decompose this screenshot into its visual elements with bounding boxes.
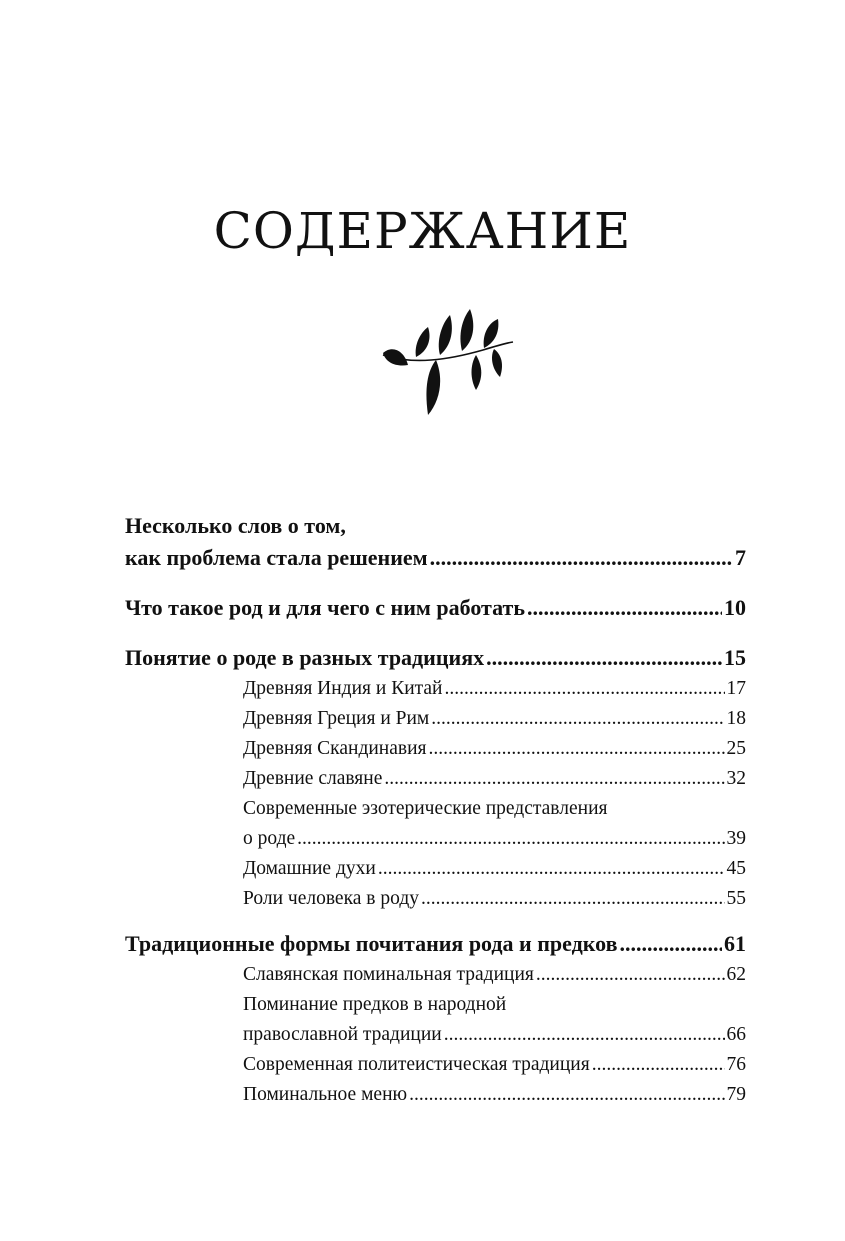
- toc-entry-title-line: Поминальное меню: [243, 1084, 408, 1105]
- dot-leader: [527, 592, 722, 624]
- dot-leader: [384, 764, 724, 794]
- toc-entry-title-line: как проблема стала решением: [125, 545, 428, 570]
- toc-entry-page: 39: [726, 828, 746, 849]
- dot-leader: [536, 960, 725, 990]
- toc-entry-title-line: Древняя Индия и Китай: [243, 678, 443, 699]
- toc-subentry[interactable]: [243, 1050, 746, 1080]
- table-of-contents: [125, 510, 746, 1110]
- toc-entry[interactable]: [125, 510, 746, 574]
- toc-entry-title-line: Домашние духи: [243, 858, 376, 879]
- toc-entry-page: 17: [726, 678, 746, 699]
- page-title: СОДЕРЖАНИЕ: [213, 201, 632, 260]
- toc-subentry[interactable]: [243, 960, 746, 990]
- toc-entry-title-line: Славянская поминальная традиция: [243, 964, 534, 985]
- toc-entry-title-line: Современные эзотерические представления: [243, 798, 608, 819]
- toc-entry-title-line: Поминание предков в народной: [243, 994, 507, 1015]
- toc-entry-page: 66: [726, 1024, 746, 1045]
- toc-subentry[interactable]: [243, 704, 746, 734]
- toc-entry-title-line: Древние славяне: [243, 768, 383, 789]
- toc-subentry[interactable]: [243, 854, 746, 884]
- toc-entry[interactable]: [125, 592, 746, 624]
- dot-leader: [619, 928, 722, 960]
- dot-leader: [431, 704, 724, 734]
- toc-subentry[interactable]: [243, 794, 746, 854]
- toc-subentry[interactable]: [243, 990, 746, 1050]
- toc-entry-page: 25: [726, 738, 746, 759]
- toc-entry-page: 32: [726, 768, 746, 789]
- leaf-branch-icon: [378, 305, 518, 420]
- dot-leader: [592, 1050, 725, 1080]
- toc-entry-title-line: Традиционные формы почитания рода и предков: [125, 931, 618, 956]
- toc-subentry[interactable]: [243, 734, 746, 764]
- dot-leader: [486, 642, 722, 674]
- dot-leader: [409, 1080, 724, 1110]
- toc-entry-title-line: Древняя Греция и Рим: [243, 708, 430, 729]
- toc-entry[interactable]: [125, 928, 746, 960]
- toc-entry-page: 10: [724, 595, 746, 620]
- toc-entry-title-line: православной традиции: [243, 1024, 442, 1045]
- toc-entry-page: 76: [726, 1054, 746, 1075]
- toc-entry-page: 55: [726, 888, 746, 909]
- toc-entry-page: 79: [726, 1084, 746, 1105]
- toc-entry-title-line: Понятие о роде в разных традициях: [125, 645, 485, 670]
- toc-entry-page: 61: [724, 931, 746, 956]
- toc-entry-page: 15: [724, 645, 746, 670]
- toc-subentry[interactable]: [243, 1080, 746, 1110]
- dot-leader: [297, 824, 724, 854]
- toc-entry[interactable]: [125, 642, 746, 674]
- toc-entry-title-line: Роли человека в роду: [243, 888, 419, 909]
- toc-entry-page: 18: [726, 708, 746, 729]
- dot-leader: [430, 542, 733, 574]
- toc-subentry[interactable]: [243, 674, 746, 704]
- dot-leader: [378, 854, 725, 884]
- toc-entry-title-line: Современная политеистическая традиция: [243, 1054, 590, 1075]
- toc-subentry[interactable]: [243, 764, 746, 794]
- toc-subentry[interactable]: [243, 884, 746, 914]
- dot-leader: [444, 1020, 725, 1050]
- dot-leader: [429, 734, 725, 764]
- toc-entry-title-line: Что такое род и для чего с ним работать: [125, 595, 525, 620]
- toc-entry-page: 62: [726, 964, 746, 985]
- toc-entry-page: 7: [735, 545, 746, 570]
- dot-leader: [445, 674, 725, 704]
- toc-entry-title-line: Древняя Скандинавия: [243, 738, 427, 759]
- toc-entry-title-line: о роде: [243, 828, 296, 849]
- toc-entry-title-line: Несколько слов о том,: [125, 513, 346, 538]
- toc-entry-page: 45: [726, 858, 746, 879]
- dot-leader: [421, 884, 725, 914]
